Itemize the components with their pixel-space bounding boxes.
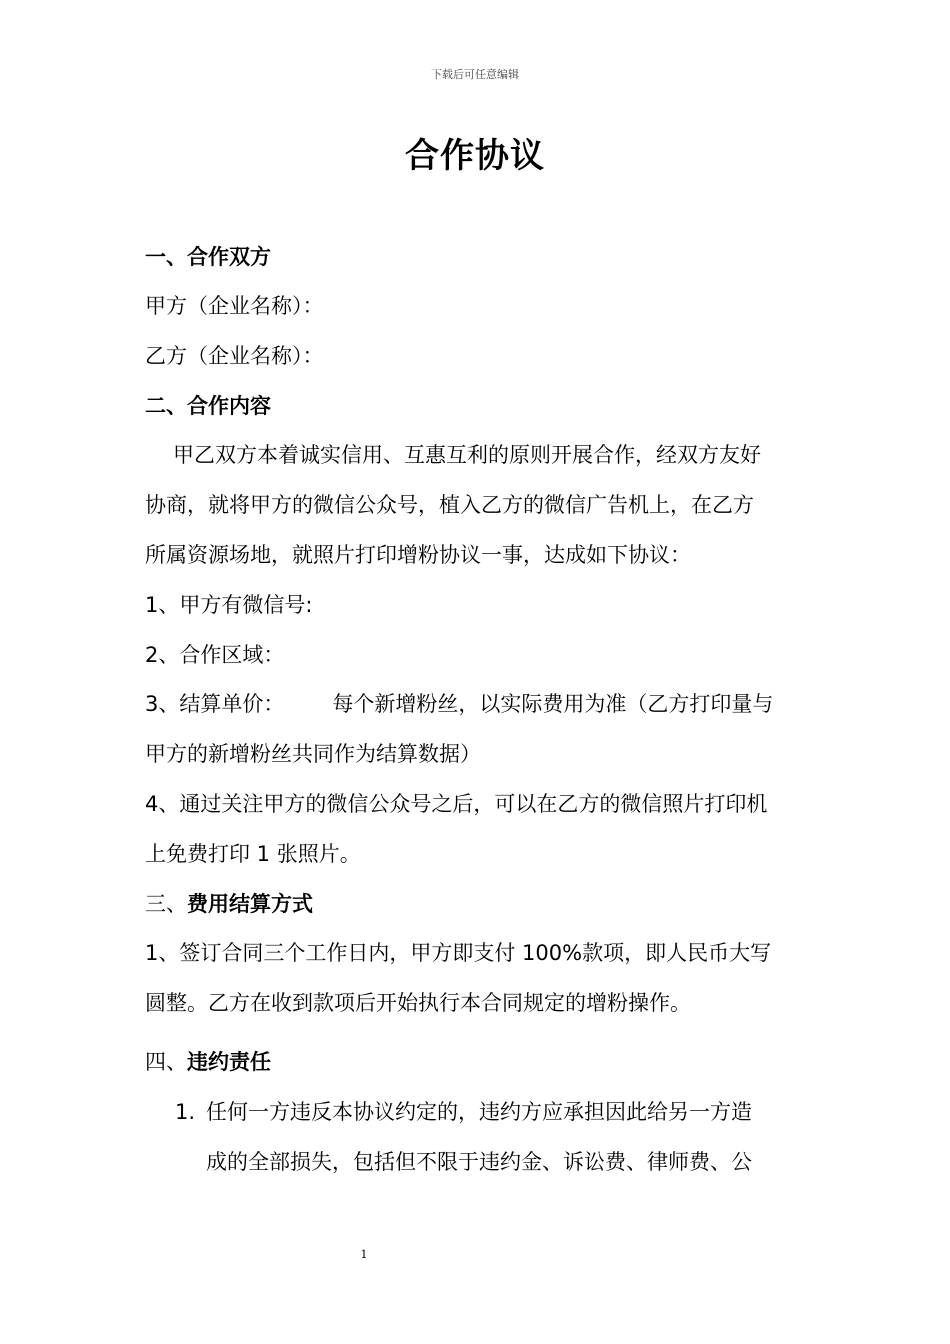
content-item-3-line-2: 甲方的新增粉丝共同作为结算数据） bbox=[145, 742, 481, 766]
content-paragraph-line-1: 甲乙双方本着诚实信用、互惠互利的原则开展合作，经双方友好 bbox=[173, 443, 761, 467]
content-item-4-line-2: 上免费打印 1 张照片。 bbox=[145, 842, 361, 866]
content-item-3-text: 每个新增粉丝，以实际费用为准（乙方打印量与 bbox=[332, 692, 774, 716]
content-item-1: 1、甲方有微信号: bbox=[145, 593, 313, 617]
payment-line-2: 圆整。乙方在收到款项后开始执行本合同规定的增粉操作。 bbox=[145, 991, 691, 1015]
header-note: 下载后可任意编辑 bbox=[431, 68, 519, 81]
section-heading-liability-text: 违约责任 bbox=[187, 1050, 271, 1074]
content-item-3-label: 3、结算单价： bbox=[145, 692, 285, 716]
content-item-2: 2、合作区域： bbox=[145, 643, 285, 667]
liability-item-number: 1. bbox=[175, 1100, 196, 1124]
section-heading-payment-text: 费用结算方式 bbox=[187, 892, 313, 916]
section-heading-liability-prefix: 四、 bbox=[145, 1050, 187, 1074]
content-item-4-line-1: 4、通过关注甲方的微信公众号之后，可以在乙方的微信照片打印机 bbox=[145, 792, 768, 816]
section-heading-payment-prefix: 三、 bbox=[145, 892, 187, 916]
content-item-3 bbox=[145, 689, 810, 719]
liability-item-line-1: 任何一方违反本协议约定的，违约方应承担因此给另一方造 bbox=[206, 1100, 752, 1124]
content-paragraph-line-2: 协商，就将甲方的微信公众号，植入乙方的微信广告机上，在乙方 bbox=[145, 493, 754, 517]
page-number: 1 bbox=[360, 1248, 368, 1261]
section-heading-payment bbox=[145, 889, 810, 919]
payment-line-1: 1、签订合同三个工作日内，甲方即支付 100%款项，即人民币大写 bbox=[145, 941, 772, 965]
party-a-line: 甲方（企业名称）： bbox=[145, 294, 324, 318]
section-heading-parties: 一、合作双方 bbox=[145, 245, 271, 269]
content-paragraph-line-3: 所属资源场地，就照片打印增粉协议一事，达成如下协议： bbox=[145, 543, 691, 567]
liability-item-line-2: 成的全部损失，包括但不限于违约金、诉讼费、律师费、公 bbox=[206, 1150, 752, 1174]
section-heading-liability bbox=[145, 1047, 810, 1077]
section-heading-content: 二、合作内容 bbox=[145, 394, 271, 418]
document-title: 合作协议 bbox=[405, 136, 545, 176]
party-b-line: 乙方（企业名称）： bbox=[145, 344, 324, 368]
